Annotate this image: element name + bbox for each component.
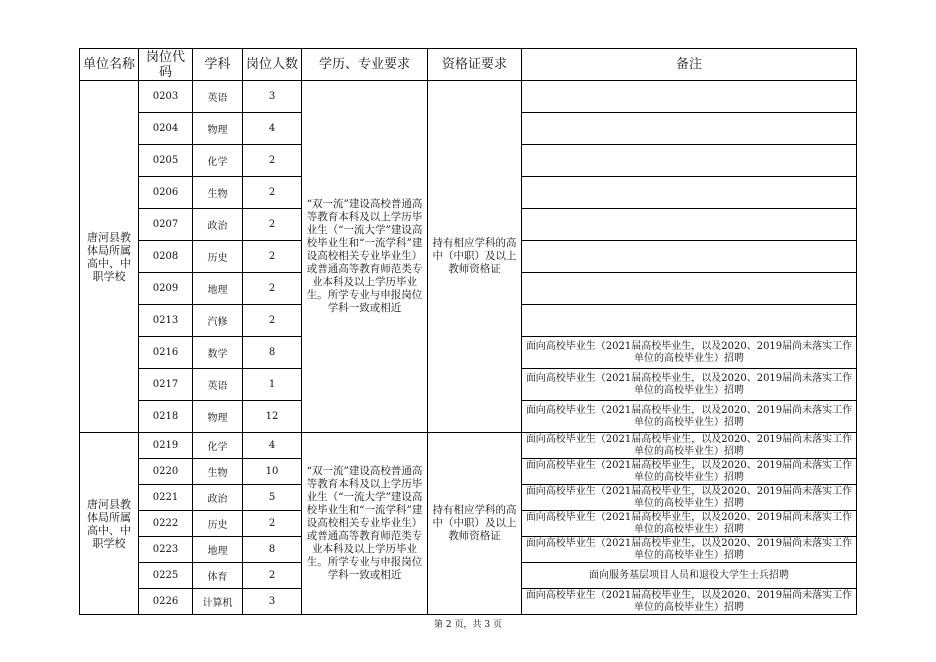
count-cell: 2 xyxy=(243,145,302,177)
note-cell: 面向服务基层项目人员和退役大学生士兵招聘 xyxy=(522,563,857,589)
position-code-cell: 0223 xyxy=(139,537,193,563)
unit-name-cell: 唐河县教体局所属高中、中职学校 xyxy=(80,81,139,433)
note-cell xyxy=(522,177,857,209)
education-requirement-cell: “双一流”建设高校普通高等教育本科及以上学历毕业生（“一流大学”建设高校毕业生和“一流学科”建设高校相关专业毕业生）或普通高等教育师范类专业本科及以上学历毕业生。所学专业与申报岗位学科一致或相近 xyxy=(302,81,428,433)
note-cell: 面向高校毕业生（2021届高校毕业生，以及2020、2019届尚未落实工作单位的高校毕业生）招聘 xyxy=(522,401,857,433)
subject-cell: 汽修 xyxy=(193,305,243,337)
header-education: 学历、专业要求 xyxy=(302,49,428,81)
education-requirement-cell: “双一流”建设高校普通高等教育本科及以上学历毕业生（“一流大学”建设高校毕业生和“一流学科”建设高校相关专业毕业生）或普通高等教育师范类专业本科及以上学历毕业生。所学专业与申报岗位学科一致或相近 xyxy=(302,433,428,615)
count-cell: 5 xyxy=(243,485,302,511)
subject-cell: 生物 xyxy=(193,459,243,485)
table-row xyxy=(80,81,857,113)
count-cell: 2 xyxy=(243,305,302,337)
note-cell xyxy=(522,113,857,145)
header-subject: 学科 xyxy=(193,49,243,81)
count-cell: 12 xyxy=(243,401,302,433)
position-code-cell: 0216 xyxy=(139,337,193,369)
position-code-cell: 0218 xyxy=(139,401,193,433)
subject-cell: 体育 xyxy=(193,563,243,589)
note-cell xyxy=(522,209,857,241)
note-cell xyxy=(522,305,857,337)
note-cell: 面向高校毕业生（2021届高校毕业生，以及2020、2019届尚未落实工作单位的高校毕业生）招聘 xyxy=(522,589,857,615)
position-code-cell: 0225 xyxy=(139,563,193,589)
subject-cell: 英语 xyxy=(193,81,243,113)
note-cell: 面向高校毕业生（2021届高校毕业生，以及2020、2019届尚未落实工作单位的高校毕业生）招聘 xyxy=(522,369,857,401)
header-unit: 单位名称 xyxy=(80,49,139,81)
subject-cell: 物理 xyxy=(193,401,243,433)
note-cell: 面向高校毕业生（2021届高校毕业生，以及2020、2019届尚未落实工作单位的高校毕业生）招聘 xyxy=(522,433,857,459)
subject-cell: 政治 xyxy=(193,209,243,241)
count-cell: 3 xyxy=(243,589,302,615)
subject-cell: 生物 xyxy=(193,177,243,209)
unit-name-cell: 唐河县教体局所属高中、中职学校 xyxy=(80,433,139,615)
subject-cell: 历史 xyxy=(193,241,243,273)
subject-cell: 地理 xyxy=(193,537,243,563)
header-code: 岗位代码 xyxy=(139,49,193,81)
subject-cell: 化学 xyxy=(193,433,243,459)
note-cell: 面向高校毕业生（2021届高校毕业生，以及2020、2019届尚未落实工作单位的高校毕业生）招聘 xyxy=(522,337,857,369)
count-cell: 10 xyxy=(243,459,302,485)
position-code-cell: 0220 xyxy=(139,459,193,485)
header-note: 备注 xyxy=(522,49,857,81)
header-certificate: 资格证要求 xyxy=(428,49,522,81)
position-code-cell: 0221 xyxy=(139,485,193,511)
recruitment-table xyxy=(79,48,857,615)
subject-cell: 数学 xyxy=(193,337,243,369)
position-code-cell: 0209 xyxy=(139,273,193,305)
position-code-cell: 0204 xyxy=(139,113,193,145)
position-code-cell: 0206 xyxy=(139,177,193,209)
header-count: 岗位人数 xyxy=(243,49,302,81)
position-code-cell: 0217 xyxy=(139,369,193,401)
position-code-cell: 0222 xyxy=(139,511,193,537)
position-code-cell: 0208 xyxy=(139,241,193,273)
count-cell: 2 xyxy=(243,241,302,273)
subject-cell: 英语 xyxy=(193,369,243,401)
position-code-cell: 0203 xyxy=(139,81,193,113)
subject-cell: 计算机 xyxy=(193,589,243,615)
certificate-requirement-cell: 持有相应学科的高中（中职）及以上教师资格证 xyxy=(428,433,522,615)
note-cell: 面向高校毕业生（2021届高校毕业生，以及2020、2019届尚未落实工作单位的高校毕业生）招聘 xyxy=(522,485,857,511)
note-cell xyxy=(522,273,857,305)
subject-cell: 历史 xyxy=(193,511,243,537)
count-cell: 2 xyxy=(243,273,302,305)
subject-cell: 化学 xyxy=(193,145,243,177)
header-row xyxy=(80,49,857,81)
table-row xyxy=(80,433,857,459)
count-cell: 2 xyxy=(243,177,302,209)
note-cell: 面向高校毕业生（2021届高校毕业生，以及2020、2019届尚未落实工作单位的高校毕业生）招聘 xyxy=(522,459,857,485)
count-cell: 4 xyxy=(243,433,302,459)
note-cell xyxy=(522,145,857,177)
subject-cell: 地理 xyxy=(193,273,243,305)
note-cell xyxy=(522,81,857,113)
note-cell xyxy=(522,241,857,273)
position-code-cell: 0226 xyxy=(139,589,193,615)
count-cell: 3 xyxy=(243,81,302,113)
count-cell: 2 xyxy=(243,563,302,589)
position-code-cell: 0207 xyxy=(139,209,193,241)
count-cell: 2 xyxy=(243,209,302,241)
subject-cell: 政治 xyxy=(193,485,243,511)
count-cell: 2 xyxy=(243,511,302,537)
position-code-cell: 0219 xyxy=(139,433,193,459)
position-code-cell: 0213 xyxy=(139,305,193,337)
count-cell: 1 xyxy=(243,369,302,401)
certificate-requirement-cell: 持有相应学科的高中（中职）及以上教师资格证 xyxy=(428,81,522,433)
count-cell: 8 xyxy=(243,337,302,369)
subject-cell: 物理 xyxy=(193,113,243,145)
page-footer: 第 2 页，共 3 页 xyxy=(434,620,502,630)
count-cell: 4 xyxy=(243,113,302,145)
note-cell: 面向高校毕业生（2021届高校毕业生，以及2020、2019届尚未落实工作单位的高校毕业生）招聘 xyxy=(522,537,857,563)
note-cell: 面向高校毕业生（2021届高校毕业生，以及2020、2019届尚未落实工作单位的高校毕业生）招聘 xyxy=(522,511,857,537)
position-code-cell: 0205 xyxy=(139,145,193,177)
count-cell: 8 xyxy=(243,537,302,563)
